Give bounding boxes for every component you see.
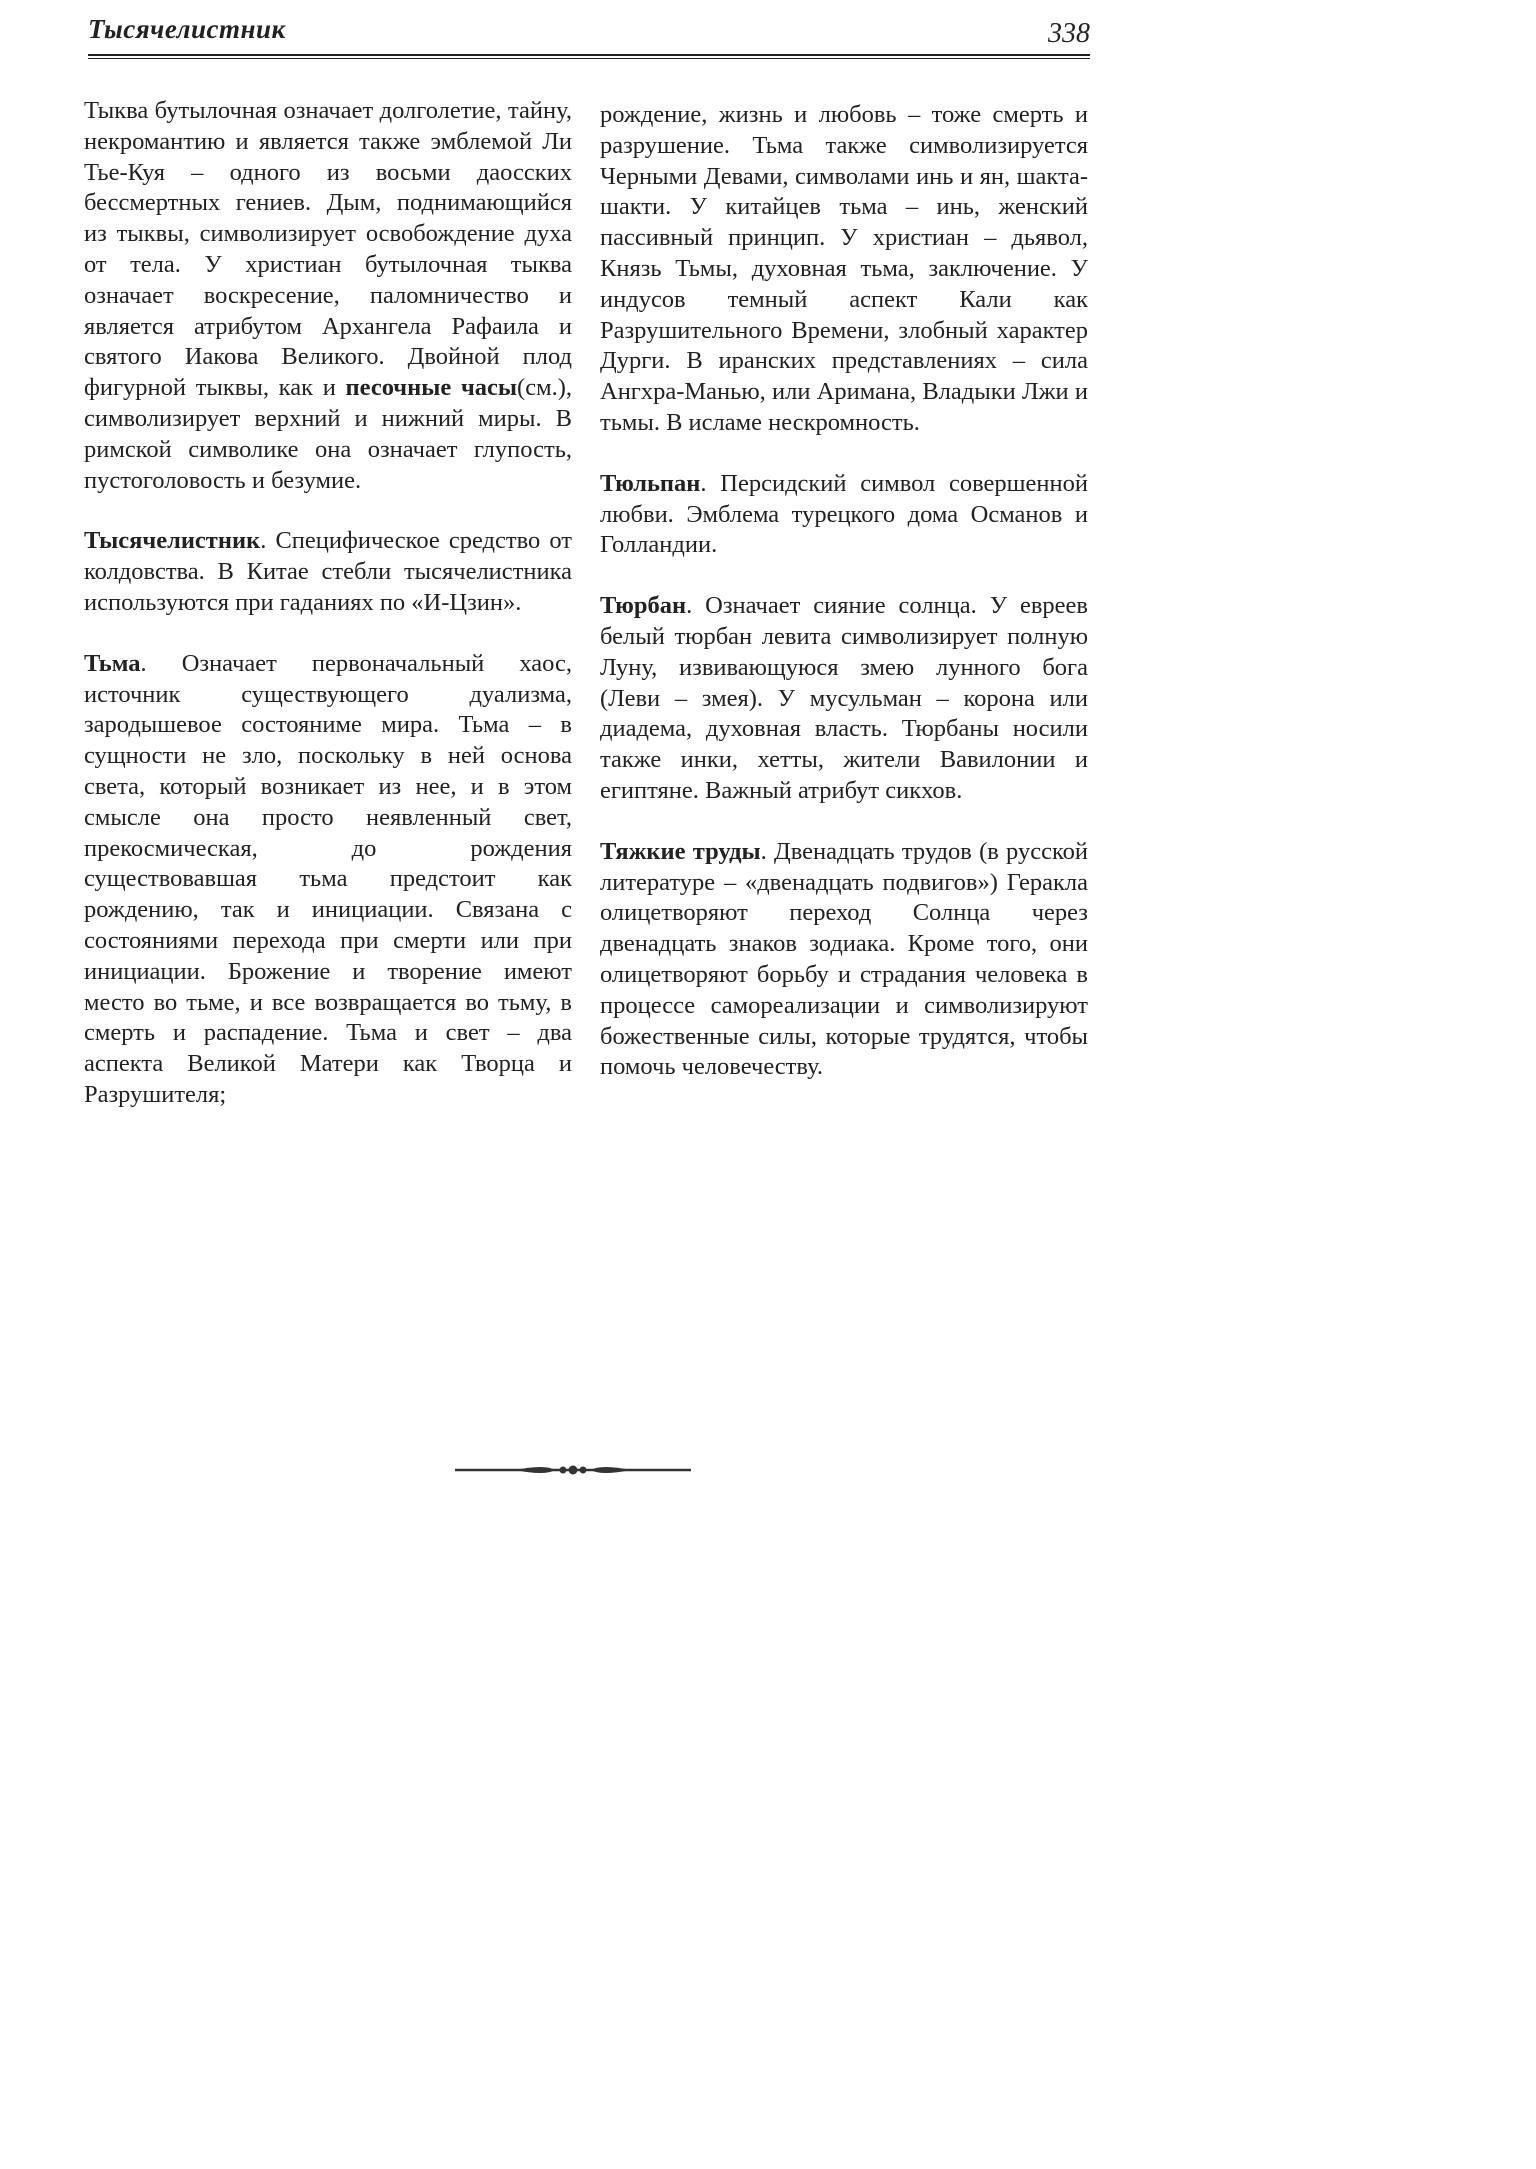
left-column <box>84 96 572 1141</box>
entry-darkness-continuation <box>600 100 1088 439</box>
running-header <box>88 10 1090 54</box>
cross-reference-hourglass: песочные часы <box>345 374 518 402</box>
entry-text-darkness: . Означает первоначальный хаос, источник существующего дуализма, зародышевое состояниме мира. Тьма – в сущности не зло, поскольку в ней основа света, который возникает из нее, и в этом смысле она просто неявленный свет, прекосмическая, до рождения существовавшая тьма предстоит как рождению, так и инициации. Связана с состояниями перехода при смерти или при инициации. Брожение и творение имеют место во тьме, и все возвращается во тьму, в смерть и распадение. Тьма и свет – два аспекта Великой Матери как Творца и Разрушителя; <box>84 649 572 1108</box>
darkness-continuation-text: рождение, жизнь и любовь – тоже смерть и разрушение. Тьма также символизируется Черными Девами, символами инь и ян, шакта-шакти. У китайцев тьма – инь, женский пассивный принцип. У христиан – дьявол, Князь Тьмы, духовная тьма, заключение. У индусов темный аспект Кали как Разрушительного Времени, злобный характер Дурги. В иранских представлениях – сила Ангхра-Манью, или Аримана, Владыки Лжи и тьмы. В исламе нескромность. <box>600 101 1088 436</box>
entry-text-yarrow: . Специфическое средство от колдовства. В Китае стебли тысячелистника используются при гаданиях по «И-Цзин». <box>84 527 572 616</box>
entry-term-turban: Тюрбан <box>600 592 687 620</box>
entry-text-tulip: . Персидский символ совершенной любви. Эмблема турецкого дома Османов и Голландии. <box>600 469 1088 559</box>
entry-yarrow <box>84 526 572 618</box>
entry-text-turban: . Означает сияние солнца. У евреев белый тюрбан левита символизирует полную Луну, извивающуюся змею лунного бога (Леви – змея). У мусульман – корона или диадема, духовная власть. Тюрбаны носили также инки, хетты, жители Вавилонии и египтяне. Важный атрибут сикхов. <box>600 592 1088 804</box>
entry-gourd-continuation <box>84 96 572 496</box>
entry-term-darkness: Тьма <box>84 649 141 677</box>
header-rule <box>88 54 1090 59</box>
entry-term-tulip: Тюльпан <box>600 469 701 497</box>
page-number: 338 <box>1048 18 1090 49</box>
entry-term-yarrow: Тысячелистник <box>84 527 261 555</box>
entry-tulip <box>600 469 1088 561</box>
right-column <box>600 100 1088 1113</box>
header-title: Тысячелистник <box>88 14 286 44</box>
entry-darkness <box>84 649 572 1111</box>
gourd-text: Тыква бутылочная означает долголетие, тайну, некромантию и является также эмблемой Ли Тье-Куя – одного из восьми даосских бессмертных гениев. Дым, поднимающийся из тыквы, символизирует освобождение духа от тела. У христиан бутылочная тыква означает воскресение, паломничество и является атрибутом Архангела Рафаила и святого Иакова Великого. Двойной плод фигурной тыквы, как и <box>84 97 572 402</box>
entry-turban <box>600 591 1088 807</box>
gourd-text-after: (см.), символизирует верхний и нижний миры. В римской символике она означает глупость, пустоголовость и безумие. <box>84 374 572 494</box>
entry-labors <box>600 837 1088 1083</box>
end-ornament-icon <box>455 1463 691 1477</box>
entry-text-labors: . Двенадцать трудов (в русской литературе – «двенадцать подвигов») Геракла олицетворяют переход Солнца через двенадцать знаков зодиака. Кроме того, они олицетворяют борьбу и страдания человека в процессе самореализации и символизируют божественные силы, которые трудятся, чтобы помочь человечеству. <box>600 837 1088 1081</box>
entry-term-labors: Тяжкие труды <box>600 837 761 865</box>
